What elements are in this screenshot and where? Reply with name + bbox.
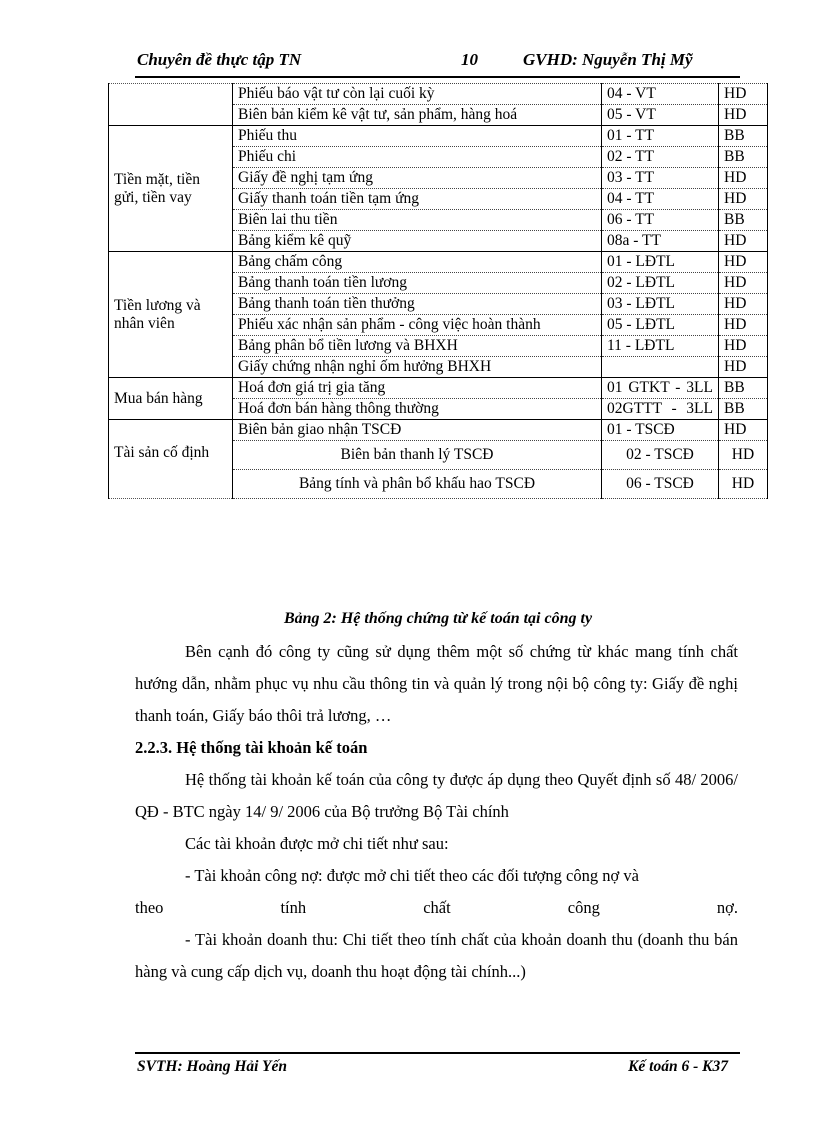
document-name: Biên bản thanh lý TSCĐ (233, 441, 602, 470)
footer-class: Kế toán 6 - K37 (628, 1058, 728, 1075)
document-name: Hoá đơn giá trị gia tăng (233, 378, 602, 399)
document-name: Biên bản giao nhận TSCĐ (233, 420, 602, 441)
table-caption: Bảng 2: Hệ thống chứng từ kế toán tại công ty (283, 610, 593, 627)
footer-student: SVTH: Hoàng Hải Yến (137, 1058, 287, 1075)
document-name: Phiếu chi (233, 147, 602, 168)
document-code: 06 - TSCĐ (602, 470, 719, 499)
document-name: Giấy đề nghị tạm ứng (233, 168, 602, 189)
document-code: 02 - LĐTL (602, 273, 719, 294)
document-name: Giấy chứng nhận nghỉ ốm hưởng BHXH (233, 357, 602, 378)
category-cell (109, 84, 233, 126)
document-name: Bảng thanh toán tiền lương (233, 273, 602, 294)
document-type: HD (719, 315, 768, 336)
document-code: 02 - TSCĐ (602, 441, 719, 470)
category-cell: Tiền mặt, tiền gửi, tiền vay (109, 126, 233, 252)
document-type: BB (719, 378, 768, 399)
document-code: 02GTTT - 3LL (602, 399, 719, 420)
document-code: 01 - TSCĐ (602, 420, 719, 441)
document-name: Bảng chấm công (233, 252, 602, 273)
document-code: 01 - TT (602, 126, 719, 147)
document-type: HD (719, 470, 768, 499)
document-name: Bảng thanh toán tiền thưởng (233, 294, 602, 315)
document-code: 05 - VT (602, 105, 719, 126)
document-name: Phiếu xác nhận sản phẩm - công việc hoàn thành (233, 315, 602, 336)
page-footer (135, 1052, 740, 1075)
document-type: HD (719, 168, 768, 189)
document-code: 11 - LĐTL (602, 336, 719, 357)
paragraph: theo tính chất công nợ. (135, 898, 738, 917)
document-code: 03 - TT (602, 168, 719, 189)
page-number: 10 (461, 50, 478, 69)
document-name: Phiếu báo vật tư còn lại cuối kỳ (233, 84, 602, 105)
section-heading: 2.2.3. Hệ thống tài khoản kế toán (135, 738, 368, 757)
documents-table (108, 83, 768, 499)
table-row (109, 84, 768, 105)
table-row (109, 126, 768, 147)
document-code: 05 - LĐTL (602, 315, 719, 336)
document-code: 02 - TT (602, 147, 719, 168)
document-type: BB (719, 210, 768, 231)
document-code: 04 - TT (602, 189, 719, 210)
document-type: HD (719, 273, 768, 294)
document-type: HD (719, 84, 768, 105)
paragraph: - Tài khoản doanh thu: Chi tiết theo tính chất của khoản doanh thu (doanh thu bán hàng và cung cấp dịch vụ, doanh thu hoạt động tài chính...) (135, 930, 738, 981)
paragraph: Các tài khoản được mở chi tiết như sau: (185, 834, 449, 853)
document-name: Bảng tính và phân bổ khấu hao TSCĐ (233, 470, 602, 499)
document-type: HD (719, 105, 768, 126)
header-supervisor: GVHD: Nguyễn Thị Mỹ (523, 50, 693, 69)
document-name: Giấy thanh toán tiền tạm ứng (233, 189, 602, 210)
table-row (109, 252, 768, 273)
paragraph: Bên cạnh đó công ty cũng sử dụng thêm một số chứng từ khác mang tính chất hướng dẫn, nhằm phục vụ nhu cầu thông tin và quản lý trong nội bộ công ty: Giấy đề nghị thanh toán, Giấy báo thôi trả lương, … (135, 642, 738, 725)
document-type: BB (719, 147, 768, 168)
document-code: 03 - LĐTL (602, 294, 719, 315)
paragraph: - Tài khoản công nợ: được mở chi tiết theo các đối tượng công nợ và (185, 866, 639, 885)
document-type: HD (719, 189, 768, 210)
document-name: Bảng phân bổ tiền lương và BHXH (233, 336, 602, 357)
paragraph: Hệ thống tài khoản kế toán của công ty được áp dụng theo Quyết định số 48/ 2006/ QĐ - BTC ngày 14/ 9/ 2006 của Bộ trưởng Bộ Tài chính (135, 770, 738, 821)
document-type: HD (719, 231, 768, 252)
document-name: Biên lai thu tiền (233, 210, 602, 231)
category-cell: Mua bán hàng (109, 378, 233, 420)
document-type: HD (719, 336, 768, 357)
document-type: HD (719, 357, 768, 378)
document-type: BB (719, 126, 768, 147)
document-name: Bảng kiểm kê quỹ (233, 231, 602, 252)
table-row (109, 420, 768, 441)
document-name: Phiếu thu (233, 126, 602, 147)
document-type: HD (719, 441, 768, 470)
document-code: 04 - VT (602, 84, 719, 105)
document-code: 08a - TT (602, 231, 719, 252)
document-type: HD (719, 420, 768, 441)
body-text (135, 636, 738, 988)
category-cell: Tài sản cố định (109, 420, 233, 499)
category-cell: Tiền lương và nhân viên (109, 252, 233, 378)
document-name: Biên bản kiểm kê vật tư, sản phẩm, hàng hoá (233, 105, 602, 126)
document-code: 06 - TT (602, 210, 719, 231)
document-type: HD (719, 294, 768, 315)
document-code: 01 - LĐTL (602, 252, 719, 273)
document-type: HD (719, 252, 768, 273)
table-row (109, 378, 768, 399)
document-code: 01 GTKT - 3LL (602, 378, 719, 399)
document-type: BB (719, 399, 768, 420)
page-header (135, 48, 740, 78)
document-name: Hoá đơn bán hàng thông thường (233, 399, 602, 420)
document-code (602, 357, 719, 378)
header-title: Chuyên đề thực tập TN (137, 50, 302, 69)
